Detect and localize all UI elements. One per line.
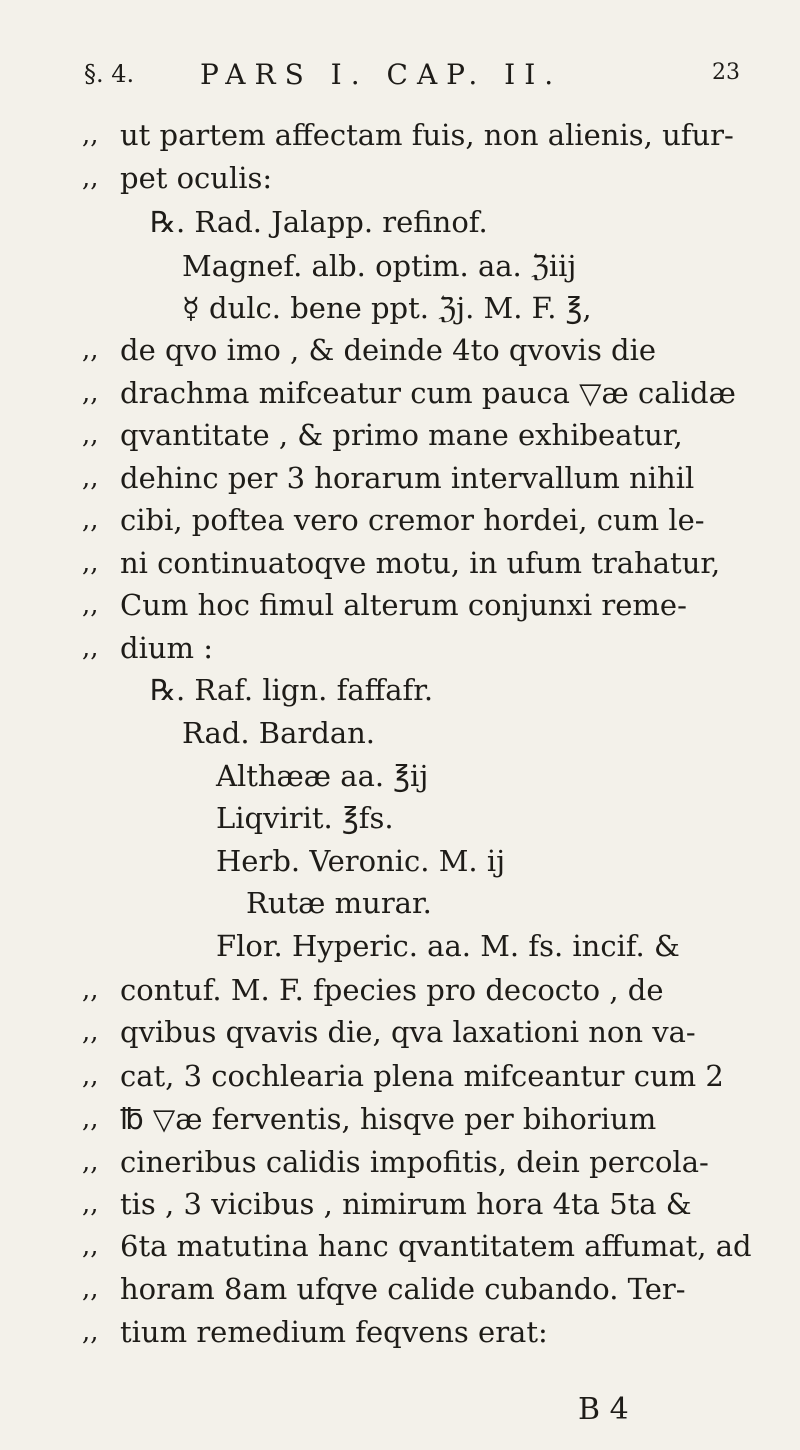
- line-text: 6ta matutina hanc qvantitatem affumat, ad: [120, 1229, 752, 1263]
- quote-mark: ,,: [82, 163, 99, 193]
- text-line: [0, 756, 800, 796]
- line-text: ℞. Rad. Jalapp. refinof.: [150, 205, 488, 239]
- line-text: dium :: [120, 631, 214, 665]
- line-text: Herb. Veronic. M. ij: [216, 844, 506, 878]
- signature-mark: B 4: [578, 1392, 629, 1427]
- line-text: cineribus calidis impofitis, dein percola-: [120, 1145, 709, 1179]
- line-text: Magnef. alb. optim. aa. ℨiij: [182, 249, 577, 283]
- quote-mark: ,,: [82, 590, 99, 620]
- quote-mark: ,,: [82, 1147, 99, 1177]
- quote-mark: ,,: [82, 420, 99, 450]
- line-text: horam 8am ufqve calide cubando. Ter-: [120, 1272, 686, 1306]
- text-line: [0, 1056, 800, 1096]
- text-line: [0, 415, 800, 455]
- line-text: Rutæ murar.: [246, 886, 432, 920]
- line-text: Flor. Hyperic. aa. M. fs. incif. &: [216, 929, 680, 963]
- text-line: [0, 500, 800, 540]
- text-line: [0, 1226, 800, 1266]
- text-line: [0, 841, 800, 881]
- text-line: [0, 373, 800, 413]
- quote-mark: ,,: [82, 1231, 99, 1261]
- quote-mark: ,,: [82, 120, 99, 150]
- text-line: [0, 330, 800, 370]
- text-line: [0, 543, 800, 583]
- text-line: [0, 585, 800, 625]
- quote-mark: ,,: [82, 1274, 99, 1304]
- text-line: [0, 1312, 800, 1352]
- line-text: qvantitate , & primo mane exhibeatur,: [120, 418, 683, 452]
- running-title: PARS I. CAP. II.: [200, 58, 563, 91]
- running-header: [0, 52, 800, 92]
- text-line: [0, 798, 800, 838]
- line-text: ni continuatoqve motu, in ufum trahatur,: [120, 546, 721, 580]
- quote-mark: ,,: [82, 1189, 99, 1219]
- quote-mark: ,,: [82, 463, 99, 493]
- text-line: [0, 202, 800, 242]
- text-line: [0, 970, 800, 1010]
- quote-mark: ,,: [82, 335, 99, 365]
- page-number: 23: [712, 60, 740, 85]
- text-line: [0, 1099, 800, 1139]
- text-line: [0, 713, 800, 753]
- line-text: dehinc per 3 horarum intervallum nihil: [120, 461, 695, 495]
- text-line: [0, 883, 800, 923]
- quote-mark: ,,: [82, 1104, 99, 1134]
- line-text: Rad. Bardan.: [182, 716, 376, 750]
- text-line: [0, 288, 800, 328]
- line-text: pet oculis:: [120, 161, 273, 195]
- quote-mark: ,,: [82, 505, 99, 535]
- quote-mark: ,,: [82, 633, 99, 663]
- line-text: Liqvirit. ℥fs.: [216, 801, 394, 835]
- text-line: [0, 246, 800, 286]
- text-line: [0, 1269, 800, 1309]
- line-text: cibi, poftea vero cremor hordei, cum le-: [120, 503, 705, 537]
- line-text: ☿ dulc. bene ppt. ℨj. M. F. ℥,: [182, 291, 592, 325]
- text-line: [0, 670, 800, 710]
- text-line: [0, 115, 800, 155]
- line-text: cat, 3 cochlearia plena mifceantur cum 2: [120, 1059, 724, 1093]
- text-line: [0, 926, 800, 966]
- line-text: tis , 3 vicibus , nimirum hora 4ta 5ta &: [120, 1187, 692, 1221]
- text-line: [0, 1184, 800, 1224]
- line-text: contuf. M. F. fpecies pro decocto , de: [120, 973, 664, 1007]
- line-text: drachma mifceatur cum pauca ▽æ calidæ: [120, 376, 736, 410]
- section-number: §. 4.: [84, 60, 135, 88]
- line-text: qvibus qvavis die, qva laxationi non va-: [120, 1015, 696, 1049]
- quote-mark: ,,: [82, 378, 99, 408]
- quote-mark: ,,: [82, 1017, 99, 1047]
- line-text: ut partem affectam fuis, non alienis, ufur-: [120, 118, 734, 152]
- line-text: tium remedium feqvens erat:: [120, 1315, 548, 1349]
- text-line: [0, 628, 800, 668]
- text-line: [0, 1142, 800, 1182]
- quote-mark: ,,: [82, 548, 99, 578]
- line-text: ℞. Raf. lign. faffafr.: [150, 673, 434, 707]
- line-text: Cum hoc fimul alterum conjunxi reme-: [120, 588, 687, 622]
- line-text: ℔ ▽æ ferventis, hisqve per bihorium: [120, 1102, 657, 1136]
- quote-mark: ,,: [82, 975, 99, 1005]
- line-text: de qvo imo , & deinde 4to qvovis die: [120, 333, 657, 367]
- quote-mark: ,,: [82, 1061, 99, 1091]
- line-text: Althææ aa. ℥ij: [216, 759, 429, 793]
- text-line: [0, 158, 800, 198]
- text-line: [0, 1012, 800, 1052]
- quote-mark: ,,: [82, 1317, 99, 1347]
- text-line: [0, 458, 800, 498]
